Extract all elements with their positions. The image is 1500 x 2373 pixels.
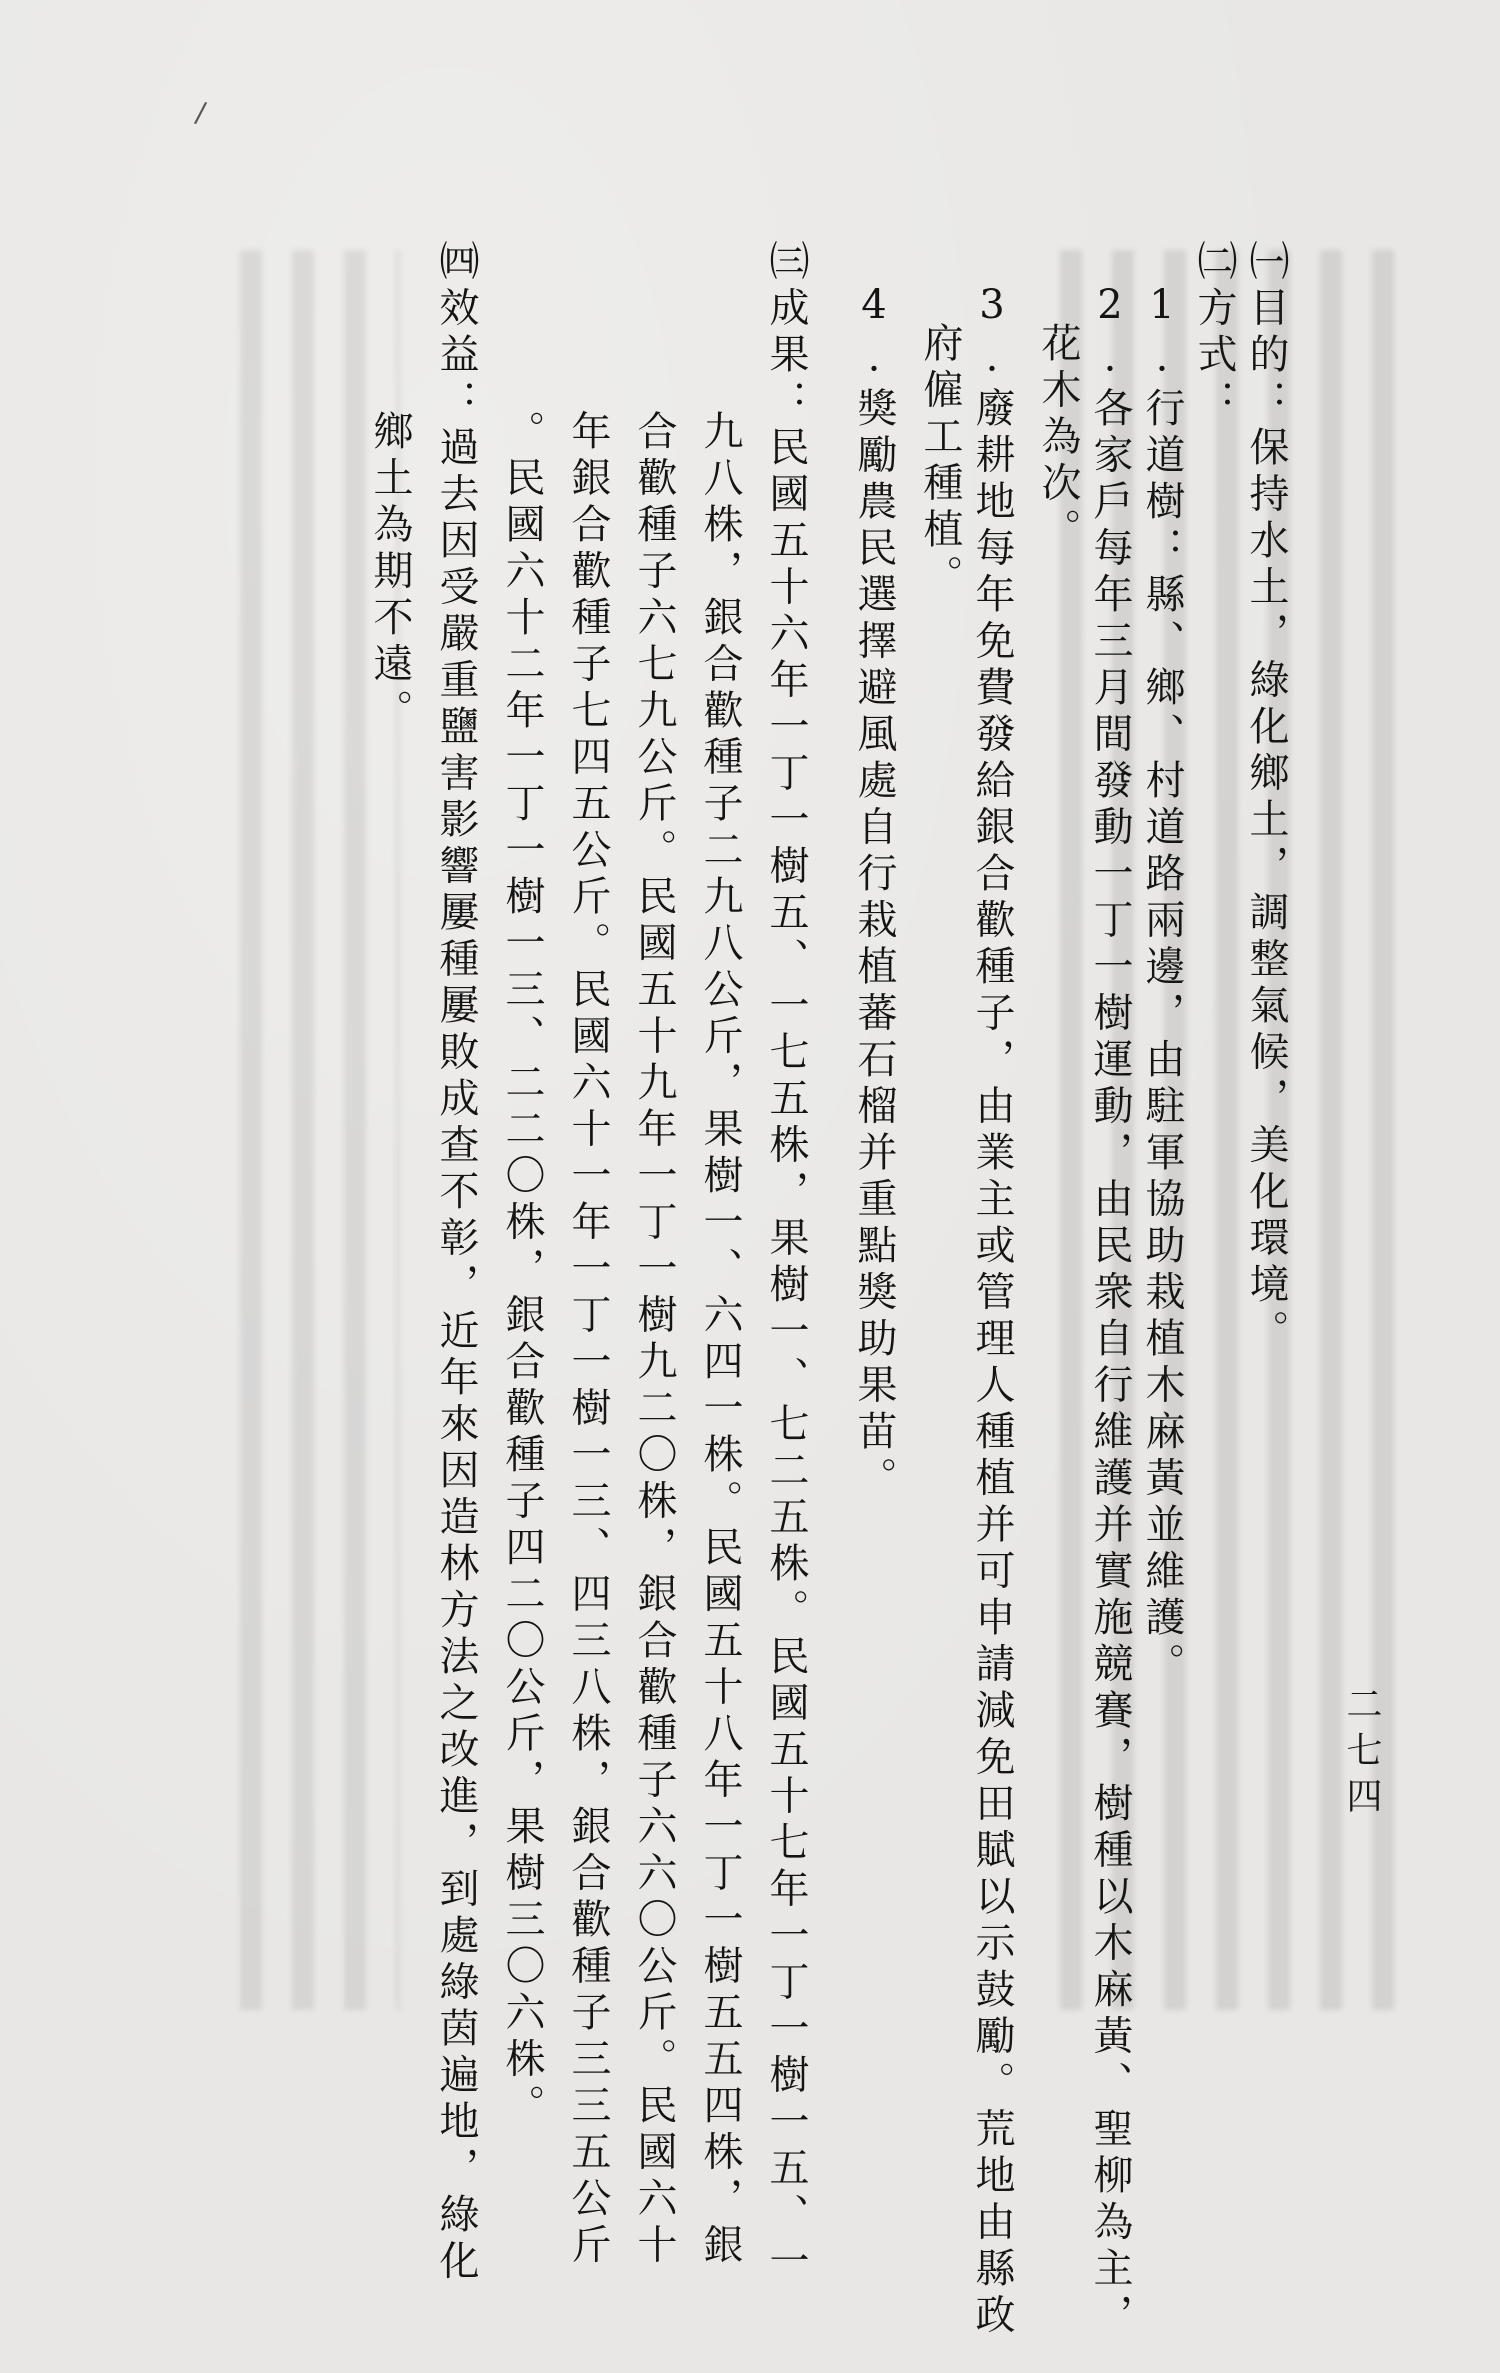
- text-column-1: ㈠目的：保持水土，綠化鄉土，調整氣候，美化環境。: [1243, 240, 1289, 1356]
- stray-mark: /: [193, 95, 209, 130]
- text-column-6: 3.廢耕地每年免費發給銀合歡種子，由業主或管理人種植并可申請減免田賦以示鼓勵。荒地由縣政: [969, 282, 1015, 2340]
- text-column-8: 4.獎勵農民選擇避風處自行栽植蕃石榴并重點獎助果苗。: [851, 282, 897, 1503]
- text-column-4: 2.各家戶每年三月間發動一丁一樹運動，由民衆自行維護并實施競賽，樹種以木麻黃、聖柳為主，: [1087, 282, 1133, 2340]
- text-column-15: 鄉土為期不遠。: [367, 410, 413, 736]
- text-column-14: ㈣效益：過去因受嚴重鹽害影響屢種屢敗成查不彰，近年來因造林方法之改進，到處綠茵遍地，綠化: [433, 240, 479, 2286]
- text-column-11: 合歡種子六七九公斤。民國五十九年一丁一樹九二〇株，銀合歡種子六六〇公斤。民國六十: [631, 410, 677, 2270]
- text-column-9: ㈢成果：民國五十六年一丁一樹五、一七五株，果樹一、七二五株。民國五十七年一丁一樹一五、一: [763, 240, 809, 2286]
- text-column-5: 花木為次。: [1035, 322, 1081, 555]
- text-column-2: ㈡方式：: [1191, 240, 1237, 426]
- text-column-13: 。民國六十二年一丁一樹一三、二二〇株，銀合歡種子四二〇公斤，果樹三〇六株。: [499, 410, 545, 2131]
- page-number: 二七四: [1341, 1685, 1382, 1823]
- text-column-3: 1.行道樹：縣、鄉、村道路兩邊，由駐軍協助栽植木麻黃並維護。: [1139, 282, 1185, 1689]
- text-column-12: 年銀合歡種子七四五公斤。民國六十一年一丁一樹一三、四三八株，銀合歡種子三三五公斤: [565, 410, 611, 2270]
- text-column-10: 九八株，銀合歡種子二九八公斤，果樹一、六四一株。民國五十八年一丁一樹五五四株，銀: [697, 410, 743, 2270]
- text-column-7: 府僱工種植。: [917, 322, 963, 601]
